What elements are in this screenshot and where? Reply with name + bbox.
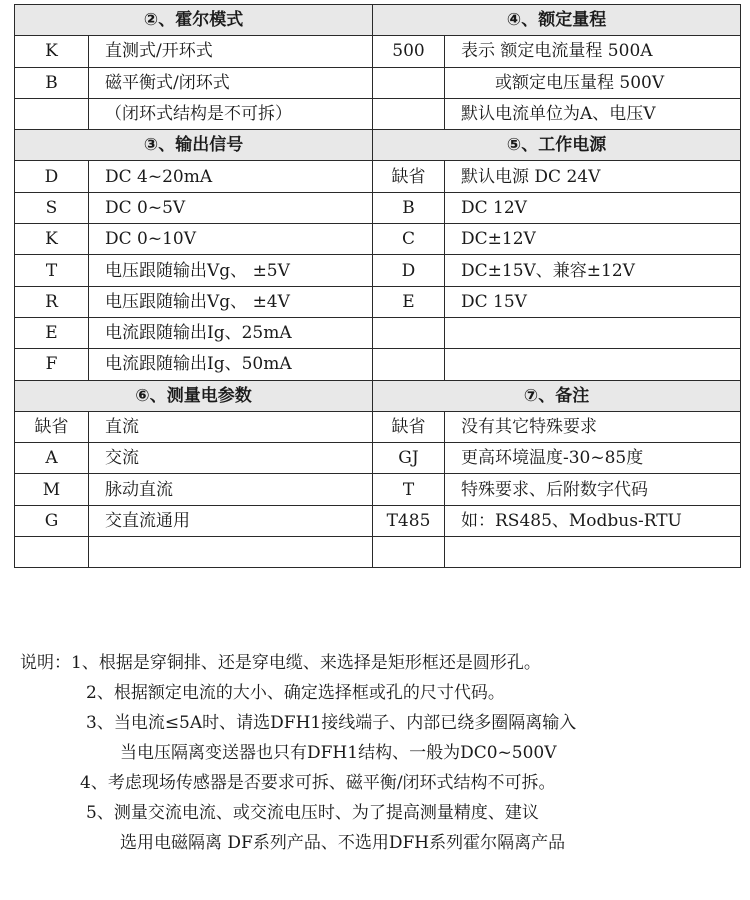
output-signal-code: R (15, 286, 89, 317)
power-supply-code: B (373, 192, 445, 223)
remarks-code: T485 (373, 505, 445, 536)
power-supply-desc: DC±15V、兼容±12V (445, 255, 741, 286)
note-1-text: 1、根据是穿铜排、还是穿电缆、来选择是矩形框还是圆形孔。 (71, 653, 541, 673)
measured-param-code: G (15, 505, 89, 536)
rated-range-code (373, 67, 445, 98)
power-supply-desc (445, 317, 741, 348)
table-row (15, 317, 741, 348)
table-row (15, 411, 741, 442)
note-line-1 (14, 648, 744, 678)
power-supply-code (373, 317, 445, 348)
measured-param-desc: 脉动直流 (89, 474, 373, 505)
table-row (15, 537, 741, 568)
hall-mode-code (15, 98, 89, 129)
note-line-5: 5、测量交流电流、或交流电压时、为了提高测量精度、建议 (86, 803, 539, 823)
remarks-desc: 没有其它特殊要求 (445, 411, 741, 442)
measured-param-code: M (15, 474, 89, 505)
spec-table (14, 4, 741, 568)
hall-mode-code: B (15, 67, 89, 98)
hall-mode-desc: 磁平衡式/闭环式 (89, 67, 373, 98)
note-line-3-cont: 当电压隔离变送器也只有DFH1结构、一般为DC0~500V (120, 743, 557, 763)
measured-param-code (15, 537, 89, 568)
output-signal-desc: 电流跟随输出Ig、50mA (89, 349, 373, 380)
table-row (15, 286, 741, 317)
power-supply-code: 缺省 (373, 161, 445, 192)
measured-param-desc: 交直流通用 (89, 505, 373, 536)
table-row (15, 505, 741, 536)
output-signal-desc: DC 0~10V (89, 224, 373, 255)
hall-mode-desc: 直测式/开环式 (89, 36, 373, 67)
notes-label: 说明： (20, 653, 71, 673)
section-header-row (15, 380, 741, 411)
table-row (15, 161, 741, 192)
rated-range-desc: 表示 额定电流量程 500A (445, 36, 741, 67)
power-supply-desc: DC 12V (445, 192, 741, 223)
power-supply-desc: 默认电源 DC 24V (445, 161, 741, 192)
power-supply-header: ⑤、工作电源 (373, 130, 741, 161)
measured-param-desc (89, 537, 373, 568)
power-supply-desc: DC±12V (445, 224, 741, 255)
output-signal-code: K (15, 224, 89, 255)
remarks-code: GJ (373, 443, 445, 474)
remarks-code: T (373, 474, 445, 505)
section-header-row (15, 5, 741, 36)
table-row (15, 67, 741, 98)
rated-range-desc: 默认电流单位为A、电压V (445, 98, 741, 129)
rated-range-desc: 或额定电压量程 500V (445, 67, 741, 98)
remarks-desc (445, 537, 741, 568)
table-row (15, 255, 741, 286)
remarks-desc: 更高环境温度-30~85度 (445, 443, 741, 474)
note-line-2: 2、根据额定电流的大小、确定选择框或孔的尺寸代码。 (86, 683, 505, 703)
section-header-row (15, 130, 741, 161)
note-line-4: 4、考虑现场传感器是否要求可拆、磁平衡/闭环式结构不可拆。 (80, 773, 556, 793)
rated-range-code: 500 (373, 36, 445, 67)
output-signal-code: D (15, 161, 89, 192)
measured-param-desc: 直流 (89, 411, 373, 442)
power-supply-code (373, 349, 445, 380)
remarks-code: 缺省 (373, 411, 445, 442)
note-line-5-cont: 选用电磁隔离 DF系列产品、不选用DFH系列霍尔隔离产品 (120, 833, 566, 853)
hall-mode-code: K (15, 36, 89, 67)
remarks-header: ⑦、备注 (373, 380, 741, 411)
table-row (15, 349, 741, 380)
rated-range-code (373, 98, 445, 129)
remarks-desc: 如：RS485、Modbus-RTU (445, 505, 741, 536)
hall-mode-desc: （闭环式结构是不可拆） (89, 98, 373, 129)
measured-param-code: 缺省 (15, 411, 89, 442)
table-row (15, 192, 741, 223)
output-signal-desc: 电压跟随输出Vg、 ±5V (89, 255, 373, 286)
table-row (15, 474, 741, 505)
rated-range-header: ④、额定量程 (373, 5, 741, 36)
measured-param-desc: 交流 (89, 443, 373, 474)
table-row (15, 224, 741, 255)
output-signal-header: ③、输出信号 (15, 130, 373, 161)
power-supply-code: C (373, 224, 445, 255)
note-line-3: 3、当电流≤5A时、请选DFH1接线端子、内部已绕多圈隔离输入 (86, 713, 577, 733)
measured-param-code: A (15, 443, 89, 474)
remarks-desc: 特殊要求、后附数字代码 (445, 474, 741, 505)
output-signal-code: F (15, 349, 89, 380)
output-signal-code: S (15, 192, 89, 223)
table-row (15, 443, 741, 474)
power-supply-code: D (373, 255, 445, 286)
output-signal-code: E (15, 317, 89, 348)
table-row (15, 36, 741, 67)
output-signal-desc: 电流跟随输出Ig、25mA (89, 317, 373, 348)
remarks-code (373, 537, 445, 568)
power-supply-desc: DC 15V (445, 286, 741, 317)
output-signal-desc: 电压跟随输出Vg、 ±4V (89, 286, 373, 317)
hall-mode-header: ②、霍尔模式 (15, 5, 373, 36)
output-signal-desc: DC 4~20mA (89, 161, 373, 192)
power-supply-desc (445, 349, 741, 380)
output-signal-code: T (15, 255, 89, 286)
output-signal-desc: DC 0~5V (89, 192, 373, 223)
notes-section (14, 648, 744, 858)
power-supply-code: E (373, 286, 445, 317)
table-row (15, 98, 741, 129)
measured-param-header: ⑥、测量电参数 (15, 380, 373, 411)
